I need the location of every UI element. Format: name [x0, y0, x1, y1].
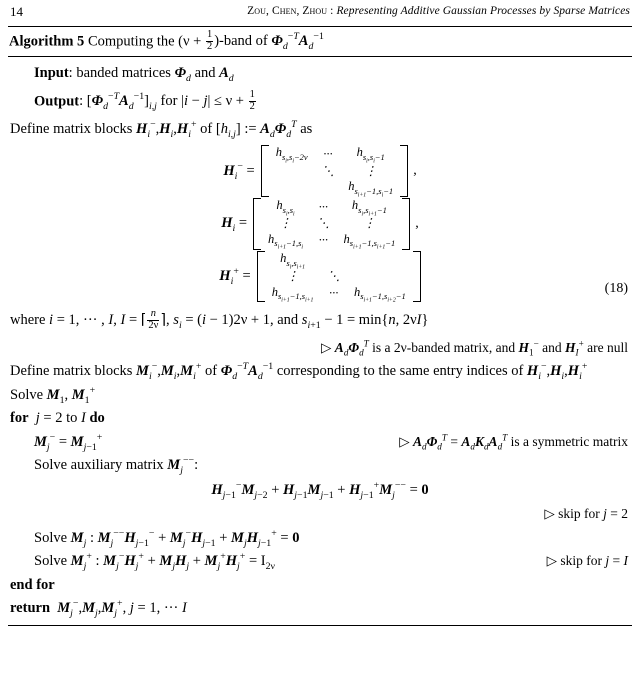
- bracket-left: [253, 198, 261, 250]
- solve-M1-text: Solve $M_1$, $M_1^+$: [10, 385, 96, 406]
- algorithm-block: [8, 26, 632, 626]
- return-keyword: return: [10, 600, 51, 617]
- comment-symmetric: ▷ $A_d\Phi_d^T = A_dK_dA_d^T$ is a symmetric matrix: [399, 432, 628, 452]
- bracket-left: [257, 251, 265, 303]
- line-assign-M: [8, 430, 632, 454]
- equation-number: (18): [604, 281, 628, 297]
- matrix-H-minus-comma: ,: [413, 162, 417, 178]
- algorithm-title-part1: Computing the (ν +: [87, 33, 205, 50]
- running-head-title: Representing Additive Gaussian Processes by Sparse Matrices: [336, 5, 630, 17]
- matrix-cell: ···: [323, 146, 333, 161]
- matrix-cell: $h_{s_i,s_{i+1}}$: [280, 251, 306, 271]
- matrix-H-label: $H_i$ =: [221, 215, 248, 235]
- solve-Mj-text: Solve $M_j$ : $M_j^{--}H_{j-1}^- + M_j^-H_{j-1} + M_jH_{j-1}^+ = 0$: [34, 528, 300, 549]
- page-number: 14: [10, 4, 23, 19]
- matrix-cell: ⋱: [327, 269, 340, 284]
- output-text: : $[\Phi_d^{-T}A_d^{-1}]_{i,j}$ for |i − j| ≤ ν +: [79, 91, 248, 113]
- bracket-right: [413, 251, 421, 303]
- algorithm-body: [8, 57, 632, 623]
- matrix-cell: $h_{s_{i+1}-1,s_i}$: [268, 231, 304, 252]
- matrix-H-minus-table: [269, 145, 400, 197]
- matrix-cell: ···: [329, 286, 339, 301]
- line-define-M: [8, 360, 632, 384]
- algorithm-title-part2: )-band of $\Phi_d^{-T}A_d^{-1}$: [214, 31, 324, 53]
- matrix-cell: ···: [318, 233, 328, 248]
- matrix-H-plus-label: $H_i^+$ =: [219, 266, 251, 288]
- matrix-cell: [347, 251, 413, 269]
- matrix-cell: $h_{s_i,s_i-2\nu}$: [275, 145, 308, 165]
- matrix-H-plus: [257, 251, 421, 303]
- matrix-row: [265, 284, 413, 302]
- matrix-H-minus: [261, 145, 408, 197]
- running-head-text: [247, 5, 630, 17]
- matrix-row: [261, 216, 402, 232]
- matrix-H-minus-row: [8, 145, 632, 197]
- matrix-row: [261, 231, 402, 249]
- line-comment-1: [8, 336, 632, 360]
- matrix-H-row: [8, 198, 632, 250]
- fraction-one-half-2: $\frac{1}{2}$: [249, 88, 255, 112]
- end-for-keyword: end for: [10, 576, 55, 593]
- matrix-H-plus-table: [265, 251, 413, 303]
- matrix-cell: ⋱: [321, 163, 335, 178]
- matrix-cell: ···: [318, 199, 328, 214]
- matrix-cell: $h_{s_{i+1}-1,s_i-1}$: [348, 179, 394, 199]
- matrix-equations: [8, 145, 632, 303]
- line-input: [8, 62, 632, 86]
- define-H-text: Define matrix blocks $H_i^-,H_i,H_i^+$ of $[h_{i,j}]$ := $A_d\Phi_d^T$ as: [10, 118, 313, 140]
- matrix-H-plus-row: [8, 251, 632, 303]
- line-define-H: [8, 117, 632, 141]
- matrix-cell: $h_{s_i,s_i-1}$: [356, 145, 385, 165]
- matrix-row: [269, 145, 400, 163]
- bracket-right: [400, 145, 408, 197]
- matrix-H-comma: ,: [415, 215, 419, 231]
- line-solve-Mj: [8, 526, 632, 550]
- matrix-H-minus-label: $H_i^-$ =: [223, 160, 255, 182]
- matrix-cell: $h_{s_i,s_i}$: [276, 198, 295, 218]
- line-end-for: [8, 573, 632, 597]
- matrix-cell: ⋮: [279, 216, 292, 231]
- algorithm-bottom-rule: [8, 625, 632, 626]
- for-keyword: for: [10, 410, 29, 427]
- matrix-cell: [347, 269, 413, 285]
- line-output: [8, 85, 632, 117]
- matrix-row: [269, 179, 400, 197]
- matrix-row: [265, 269, 413, 285]
- matrix-cell: ⋮: [364, 163, 377, 178]
- input-text: : banded matrices $\Phi_d$ and $A_d$: [68, 65, 234, 85]
- running-head: [10, 4, 630, 22]
- matrix-row: [269, 163, 400, 179]
- matrix-row: [261, 198, 402, 216]
- line-where: [8, 304, 632, 336]
- comment-skip-jI: ▷ skip for j = I: [546, 553, 628, 569]
- define-M-text: Define matrix blocks $M_i^-,M_i,M_i^+$ of $\Phi_d^{-T}A_d^{-1}$ corresponding to the same entry indices of $H_i^-,H_i,H_i^+$: [10, 361, 588, 383]
- matrix-cell: [269, 163, 315, 179]
- bracket-right: [402, 198, 410, 250]
- comment-skip-j2: ▷ skip for j = 2: [544, 506, 628, 522]
- line-solve-Mj-plus: [8, 550, 632, 574]
- matrix-cell: [269, 179, 315, 197]
- bracket-left: [261, 145, 269, 197]
- matrix-row: [265, 251, 413, 269]
- line-for: [8, 407, 632, 431]
- algorithm-title: [8, 27, 632, 56]
- matrix-cell: ⋮: [286, 269, 299, 284]
- return-text: $M_j^-,M_j,M_j^+$, j = 1, ··· I: [57, 598, 187, 620]
- matrix-H: [253, 198, 410, 250]
- output-keyword: Output: [34, 93, 80, 110]
- algorithm-label: Algorithm 5: [9, 33, 85, 50]
- assign-M-text: $M_j^- = M_{j-1}^+$: [34, 432, 103, 453]
- line-return: [8, 597, 632, 621]
- where-text: where i = 1, ··· , I, I = ⌈ $\frac{n}{2\nu}$ ⌉, $s_i = (i - 1)2\nu + 1$, and $s_{i+1} - 1 = \min\{n$, 2νI}: [10, 307, 429, 332]
- for-text: j = 2 to I do: [35, 410, 105, 427]
- matrix-cell: ⋮: [363, 216, 376, 231]
- running-head-authors: Zou, Chen, Zhou :: [247, 5, 334, 17]
- line-comment-skip-2: [8, 503, 632, 527]
- matrix-cell: [320, 251, 347, 269]
- fraction-one-half: $\frac{1}{2}$: [206, 29, 213, 52]
- solve-aux-text: Solve auxiliary matrix $M_j^{--}$:: [34, 455, 199, 477]
- line-solve-aux: [8, 454, 632, 478]
- matrix-cell: [315, 179, 342, 197]
- solve-Mj-plus-text: Solve $M_j^+$ : $M_j^-H_j^+ + M_jH_j + M_j^+H_j^+ = I_{2\nu}$: [34, 551, 275, 573]
- matrix-cell: $h_{s_{i+1}-1,s_{i+1}-1}$: [343, 231, 396, 252]
- line-solve-M1: [8, 383, 632, 407]
- matrix-cell: $h_{s_i,s_{i+1}-1}$: [351, 198, 387, 218]
- matrix-cell: $h_{s_{i+1}-1,s_{i+1}}$: [271, 284, 314, 304]
- input-keyword: Input: [34, 65, 69, 82]
- equation-aux-text: $H_{j-1}^-M_{j-2} + H_{j-1}M_{j-1} + H_{j-1}^+M_j^{--} = 0$: [211, 480, 429, 502]
- matrix-cell: ⋱: [317, 216, 330, 231]
- comment-banded: ▷ $A_d\Phi_d^T$ is a 2ν-banded matrix, and $H_1^-$ and $H_I^+$ are null: [321, 338, 628, 358]
- matrix-H-table: [261, 198, 402, 250]
- equation-aux: [8, 477, 632, 503]
- matrix-cell: $h_{s_{i+1}-1,s_{i+2}-1}$: [353, 284, 406, 304]
